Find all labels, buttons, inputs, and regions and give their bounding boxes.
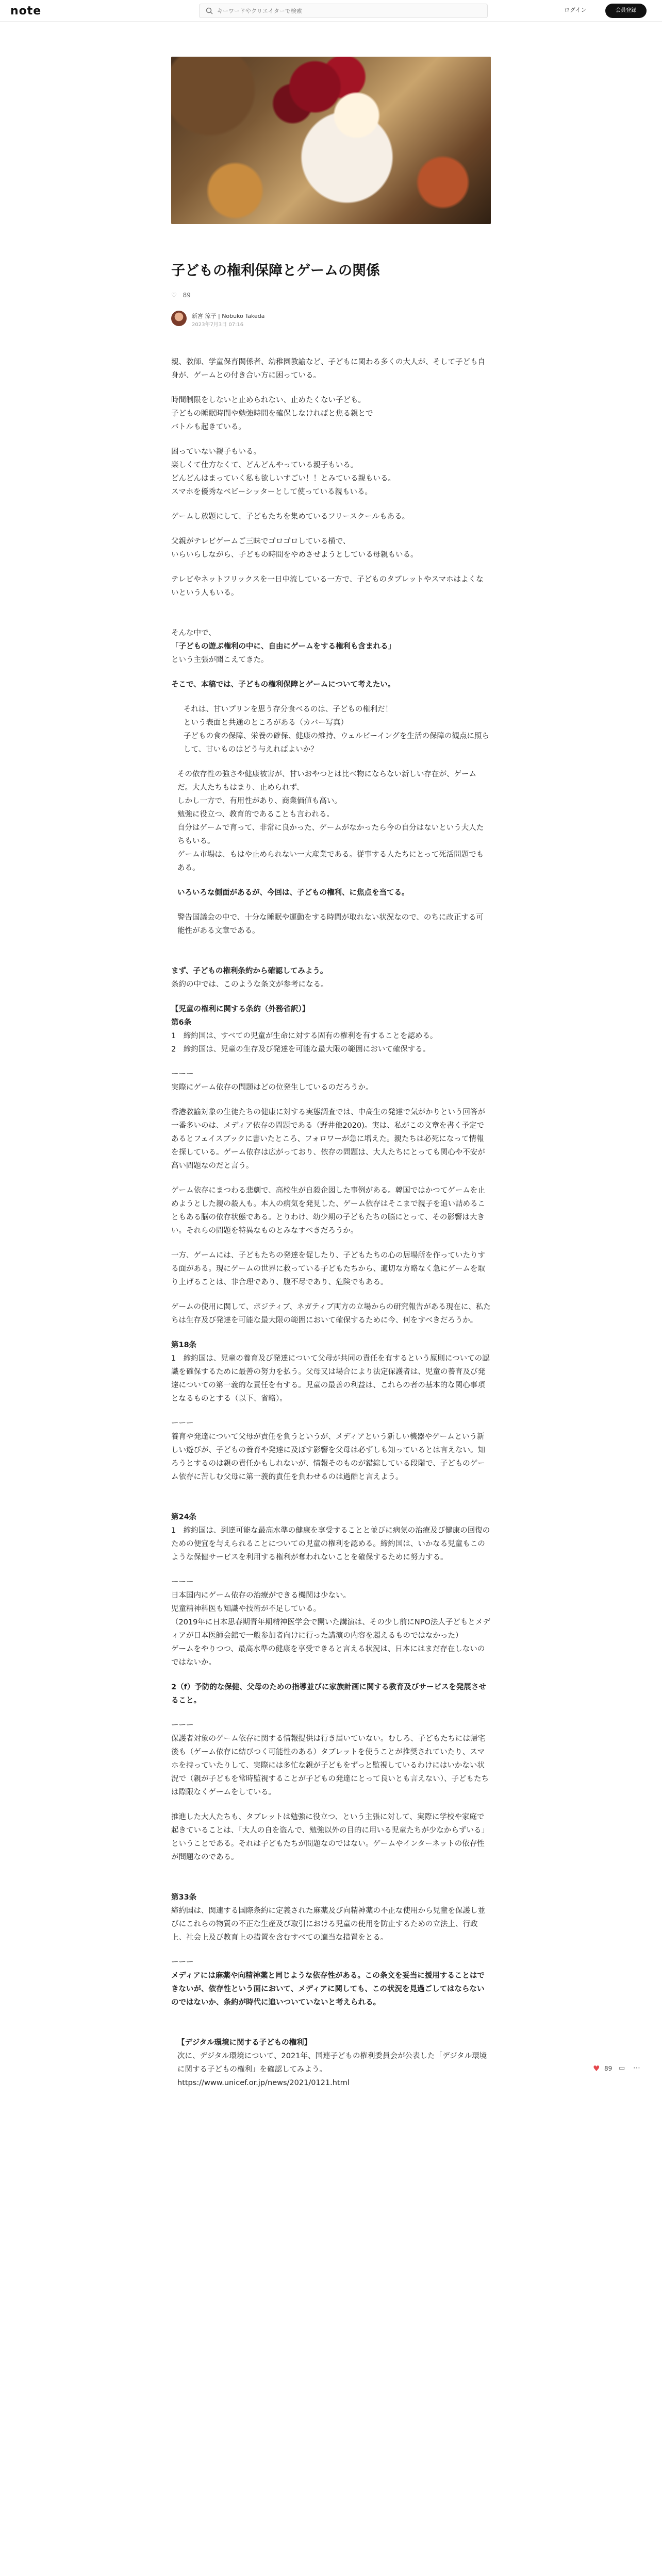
paragraph: 推進した大人たちも、タブレットは勉強に役立つ、という主張に対して、実際に学校や家庭で起きていることは、「大人の自を盗んで、勉強以外の目的に用いる児童たちが少なからずいる」ということである。それは子どもたちが問題なのではない。ゲームやインターネットの依存性が問題なのである。: [171, 1813, 489, 1861]
article-number: 第18条: [171, 1341, 197, 1349]
paragraph: その依存性の強さや健康被害が、甘いおやつとは比べ物にならない新しい存在が、ゲームだ。大人たちもはまり、止められず、: [177, 770, 476, 792]
section-heading: 【児童の権利に関する条約（外務省訳）】: [171, 1005, 310, 1013]
paragraph: 楽しくて仕方なくて、どんどんやっている親子もいる。: [171, 461, 358, 469]
floating-actions: [593, 2064, 650, 2075]
paragraph: 1 締約国は、到達可能な最高水準の健康を享受することと並びに病気の治療及び健康の回復のための便宜を与えられることについての児童の権利を認める。締約国は、いかなる児童もこのような保健サービスを利用する権利が奪われないことを確保するために努力する。: [171, 1527, 490, 1562]
paragraph: ゲームし放題にして、子どもたちを集めているフリースクールもある。: [171, 513, 410, 521]
separator: ーーー: [171, 1721, 194, 1730]
paragraph: 勉強に役立つ、教育的であることも言われる。: [177, 810, 334, 819]
paragraph: いらいらしながら、子どもの時間をやめさせようとしている母親もいる。: [171, 551, 418, 559]
unicef-link[interactable]: https://www.unicef.or.jp/news/2021/0121.html: [177, 2079, 350, 2087]
separator: ーーー: [171, 1070, 194, 1078]
paragraph: 時間制限をしないと止められない、止めたくない子ども。: [171, 396, 366, 404]
paragraph: ゲームの使用に関して、ポジティブ、ネガティブ両方の立場からの研究報告がある現在に、私たちは生存及び発達を可能な最大限の範囲において確保するために今、何をすべきだろうか。: [171, 1303, 491, 1325]
author-avatar[interactable]: [171, 311, 187, 326]
paragraph: 子どもの睡眠時間や勉強時間を確保しなければと焦る親とで: [171, 410, 373, 418]
separator: ーーー: [171, 1419, 194, 1428]
article-body: [171, 355, 491, 2090]
author-name[interactable]: 新宮 涼子 | Nobuko Takeda: [192, 313, 265, 319]
article-title: 子どもの権利保障とゲームの関係: [171, 263, 380, 279]
article-number: 第24条: [171, 1513, 197, 1521]
paragraph: 保護者対象のゲーム依存に関する情報提供は行き届いていない。むしろ、子どもたちには帰宅後も（ゲーム依存に結びつく可能性のある）タブレットを使うことが推奨されていたり、スマホを持っていたりして、実際には多忙な親が子どもをずっと監視しているわけにはいかない状況で（親が子どもを常時監視することが子どもの発達にとって良いとも言えない）、子どもたちは際限なくゲームをしている。: [171, 1735, 489, 1797]
note-logo[interactable]: note: [10, 5, 42, 18]
paragraph-bold: いろいろな側面があるが、今回は、子どもの権利、に焦点を当てる。: [177, 889, 409, 897]
paragraph: 次に、デジタル環境について、2021年、国連子どもの権利委員会が公表した「デジタル環境に関する子どもの権利」を確認してみよう。: [177, 2052, 487, 2074]
paragraph: ゲーム市場は、もはや止められない一大産業である。従事する人たちにとって死活問題でもある。: [177, 851, 484, 872]
paragraph: 警告国議会の中で、十分な睡眠や運動をする時間が取れない状況なので、のちに改正する可能性がある文章である。: [177, 913, 484, 935]
heart-icon[interactable]: ♥: [593, 2064, 600, 2073]
paragraph: （2019年に日本思春期青年期精神医学会で開いた講演は、その少し前にNPO法人子どもとメディアが日本医師会館で一般参加者向けに行った講演の内容を超えるものではなかった）: [171, 1618, 490, 1640]
like-count: 89: [183, 292, 191, 299]
login-link[interactable]: ログイン: [564, 7, 587, 13]
paragraph-bold: そこで、本稿では、子どもの権利保障とゲームについて考えたい。: [171, 681, 395, 689]
search-box[interactable]: [199, 4, 488, 18]
paragraph-bold: メディアには麻薬や向精神薬と同じような依存性がある。この条文を妥当に援用することはできないが、依存性という面において、メディアに関しても、この状況を見過ごしてはならないのではないか、条約が時代に追いついていないと考えられる。: [171, 1972, 485, 2007]
paragraph: ゲームをやりつつ、最高水準の健康を享受できると言える状況は、日本にはまだ存在しないのではないか。: [171, 1645, 485, 1667]
signup-button[interactable]: 会員登録: [605, 4, 647, 18]
paragraph-bold: 「子どもの遊ぶ権利の中に、自由にゲームをする権利も含まれる」: [171, 642, 395, 651]
article-number: 第6条: [171, 1019, 192, 1027]
comment-icon[interactable]: ▭: [619, 2064, 625, 2072]
paragraph: 1 締約国は、児童の養育及び発達について父母が共同の責任を有するという原則についての認識を確保するために最善の努力を払う。父母又は場合により法定保護者は、児童の養育及び発達についての第一義的な責任を有する。児童の最善の利益は、これらの者の基本的な関心事項となるものとする（以下、省略）。: [171, 1354, 490, 1403]
author-info[interactable]: [171, 311, 377, 328]
paragraph: 一方、ゲームには、子どもたちの発達を促したり、子どもたちの心の居場所を作っていたりする面がある。現にゲームの世界に救っている子どもたちから、適切な方略なく急にゲームを取り上げることは、非合理であり、腹不尽であり、危険でもある。: [171, 1251, 485, 1286]
post-date: 2023年7月3日 07:16: [192, 322, 244, 328]
paragraph: 自分はゲームで育って、非常に良かった、ゲームがなかったら今の自分はないという大人たちもいる。: [177, 824, 484, 845]
paragraph-bold: まず、子どもの権利条約から確認してみよう。: [171, 967, 328, 975]
paragraph: そんな中で、: [171, 629, 216, 637]
separator: ーーー: [171, 1958, 194, 1967]
paragraph: 養育や発達について父母が責任を負うというが、メディアという新しい機器やゲームという新しい遊びが、子どもの養育や発達に及ぼす影響を父母は必ずしも知っているとは言えない。知ろうとするのは親の責任かもしれないが、情報そのものが錯綜している段階で、子どものゲーム依存に苦しむ父母に第一義的責任を負わせるのは過酷と言えよう。: [171, 1433, 485, 1481]
paragraph: しかし一方で、有用性があり、商業価値も高い。: [177, 797, 342, 805]
paragraph: 子どもの食の保障、栄養の確保、健康の維持、ウェルビーイングを生活の保障の観点に照らして、甘いものはどう与えればよいか？: [184, 732, 490, 754]
paragraph: 日本国内にゲーム依存の治療ができる機関は少ない。: [171, 1591, 351, 1600]
paragraph: 実際にゲーム依存の問題はどの位発生しているのだろうか。: [171, 1083, 373, 1092]
paragraph: スマホを優秀なベビーシッターとして使っている親もいる。: [171, 488, 373, 496]
paragraph: 父親がテレビゲームご三昧でゴロゴロしている横で、: [171, 537, 351, 546]
paragraph: 香港教諭対象の生徒たちの健康に対する実態調査では、中高生の発達で気がかりという回答が一番多いのは、メディア依存の問題である（野井他2020)。実は、私がこの文章を書く予定であるとフェイスブックに書いたところ、フォロワーが急に増えた。親たちは必死になって情報を探している。ゲーム依存は広がっており、依存の問題は、大人たちにとっても関心や不安が高い問題なのだと言う。: [171, 1108, 485, 1170]
heart-outline-icon[interactable]: ♡: [171, 292, 177, 299]
section-heading: 【デジタル環境に関する子どもの権利】: [177, 2039, 312, 2047]
search-input[interactable]: [217, 6, 475, 16]
paragraph: 1 締約国は、すべての児童が生命に対する固有の権利を有することを認める。: [171, 1032, 438, 1040]
paragraph-bold: 2（f）予防的な保健、父母のための指導並びに家族計画に関する教育及びサービスを発展させること。: [171, 1683, 486, 1705]
side-like-count: 89: [604, 2065, 613, 2072]
more-options-icon[interactable]: ⋯: [633, 2064, 640, 2072]
paragraph: 2 締約国は、児童の生存及び発達を可能な最大限の範囲において確保する。: [171, 1045, 431, 1054]
paragraph: バトルも起きている。: [171, 423, 246, 431]
paragraph: テレビやネットフリックスを一日中流している一方で、子どものタブレットやスマホはよくないという人もいる。: [171, 575, 484, 597]
search-icon: [206, 7, 213, 14]
paragraph: 条約の中では、このような条文が参考になる。: [171, 980, 328, 989]
paragraph: という主張が聞こえてきた。: [171, 656, 269, 664]
paragraph: という表面と共通のところがある（カバー写真）: [184, 719, 348, 727]
separator: ーーー: [171, 1578, 194, 1586]
paragraph: どんどんはまっていく私も欲しいすごい！！とみている親もいる。: [171, 474, 395, 483]
paragraph: ゲーム依存にまつわる悲劇で、高校生が自殺企図した事例がある。韓国ではかつてゲームを止めようとした親の殺人も。本人の病気を発見した、ゲーム依存はそこまで親子を追い詰めることもある脳の依存状態である。とりわけ、幼少期の子どもたちの脳にとって、その影響は大きい。それらの問題を特異なものとみなすべきだろうか。: [171, 1187, 485, 1235]
paragraph: 困っていない親子もいる。: [171, 448, 261, 456]
paragraph: それは、甘いプリンを思う存分食べるのは、子どもの権利だ！: [184, 705, 393, 714]
top-navigation-bar: [0, 0, 662, 22]
article-number: 第33条: [171, 1893, 197, 1902]
like-counter[interactable]: [171, 292, 191, 299]
cover-photo: [171, 57, 491, 224]
paragraph: 親、教師、学童保育関係者、幼稚園教諭など、子どもに関わる多くの大人が、そして子ども自身が、ゲームとの付き合い方に困っている。: [171, 358, 485, 380]
paragraph: 児童精神科医も知識や技術が不足している。: [171, 1605, 321, 1613]
paragraph: 締約国は、関連する国際条約に定義された麻薬及び向精神薬の不正な使用から児童を保護し並びにこれらの物質の不正な生産及び取引における児童の使用を防止するための立法上、行政上、社会上及び教育上の措置を含むすべての適当な措置をとる。: [171, 1907, 485, 1942]
